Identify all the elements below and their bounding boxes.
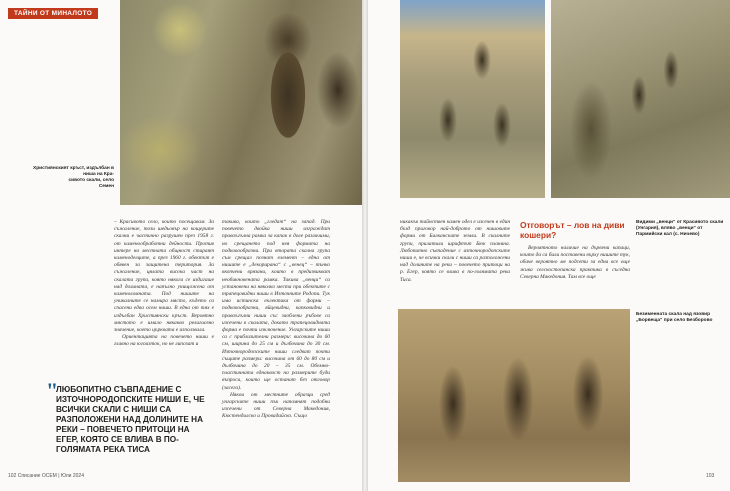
paragraph: Ориентацията на повечето ниши е главно на югоизток, но не липсват и [114, 334, 214, 348]
quote-mark-icon: " [46, 378, 59, 403]
article-column-2 [222, 219, 330, 421]
paragraph: – Красивото село, които посещавам. За съжаление, този шедьовър на кощерите скални е частично разрушен през 1958 г. от каменообработни дейности. Против интере на местната общност стираят каменоделците, а през 1960 г. обектът е обявен за защитена територия. За съжаление, цялата висока част на скалата група, която някога се издигаше над долината, е напълно унищожена от каменоломната. Под нишите на уникалните се намира място, където са спасени едва осем ниши. В една от тях е издълбан Християнски кръст. Вероятно мястото е имало някакво религиозно значение, което църквата е използвала. [114, 219, 214, 334]
photo-niches-rock-1 [400, 0, 545, 198]
article-column-1 [114, 219, 214, 349]
photo-caption-right-1: Видими „венци“ от Красивото скали (Унгария), вляво „венци“ от Пармийски кал (с. Ничево) [636, 220, 724, 237]
pull-quote: ЛЮБОПИТНО СЪВПАДЕНИЕ С ИЗТОЧНОРОДОПСКИТЕ НИШИ Е, ЧЕ ВСИЧКИ СКАЛИ С НИШИ СА РАЗПОЛОЖЕНИ НАД ДОЛИНИТЕ НА РЕКИ – ПОВЕЧЕТО ПРИТОЦИ НА ЕГЕР, КОЯТО СЕ ВЛИВА В ПО-ГОЛЯМАТА РЕКА ТИСА [56, 385, 205, 454]
article-column-3: никакъв тайнствен камен одел е изсечен в един бъзд приговор най-доброто от нишовите форми от Балканските земли. В скалните групи, прилатили шрифтът Бюк планина. Любопитно съвпадение с източнородопските ниши е, че всички скали с ниши са разположени над долините на реки – повечето притоци на р. Егер, която се влива в по-голямата река Тиса. [400, 219, 510, 283]
photo-niches-rock-3 [398, 309, 630, 482]
photo-rock-niche-cross [120, 0, 362, 205]
article-column-4: Вероятното наличие на дървени капаци, които да са били поставени върху нишите тук, обаче вероятно ме подсети за една все още жива селскостопанска практика в съседна Северна Македония. Там все още [520, 245, 630, 280]
section-heading: Отговорът – лов на диви кошери? [520, 220, 625, 240]
section-tag: ТАЙНИ ОТ МИНАЛОТО [8, 8, 98, 19]
page-footer-left: 102 Списание ОСЕМ | Юли 2024 [8, 473, 84, 479]
left-page [0, 0, 362, 491]
paragraph: такива, които „гледат“ на запад. При повечето двойка ниши изграждат правоъгълна рамка за капак в доле различими, но срещането под нея формата на подковообразни. При втората скална група съм срещал познат елемент – една от нишите е „декорирана“ с „венец“ – тънко вкопчени врязани, които в предизвикват необикновената рамка. Такива „венци“ са установени на няколко места при обектите с трапецовидни ниши в Източните Родопи. Тук има истинска еклектика от форми – подковообразни, яйцевидни, капковидни и правоъгълни ниши със заоблени ръбове са изсечени в скалата, докато трапецовидната форма е почти изключение. Унгарските ниши са с приблизителни размери: височина до 60 см, ширина до 25 см и дълбочина до 30 см. Източнородопските ниши следват почти същите размери: височина от 60 до 80 см и дълбочина до 20 – 35 см. Обемно-пластичната еднаквост на размерите буди въпроси, които ще останат без отговор (засега). [222, 219, 330, 391]
paragraph: Някои от местните образци сред унгарските ниши пък напомнят подобни изсечени от Северна Македония, Кюстендилско и Провадийско. Също [222, 391, 330, 420]
photo-caption-right-2: Безименната скала над язовир „Борвеща“ при село Безборово [636, 312, 713, 323]
page-footer-right: 103 [706, 473, 715, 479]
photo-niches-rock-2 [551, 0, 730, 198]
photo-caption: Християнският кръст, издълбан в ниша на Кра- сивото скали, село Семен [33, 166, 114, 189]
